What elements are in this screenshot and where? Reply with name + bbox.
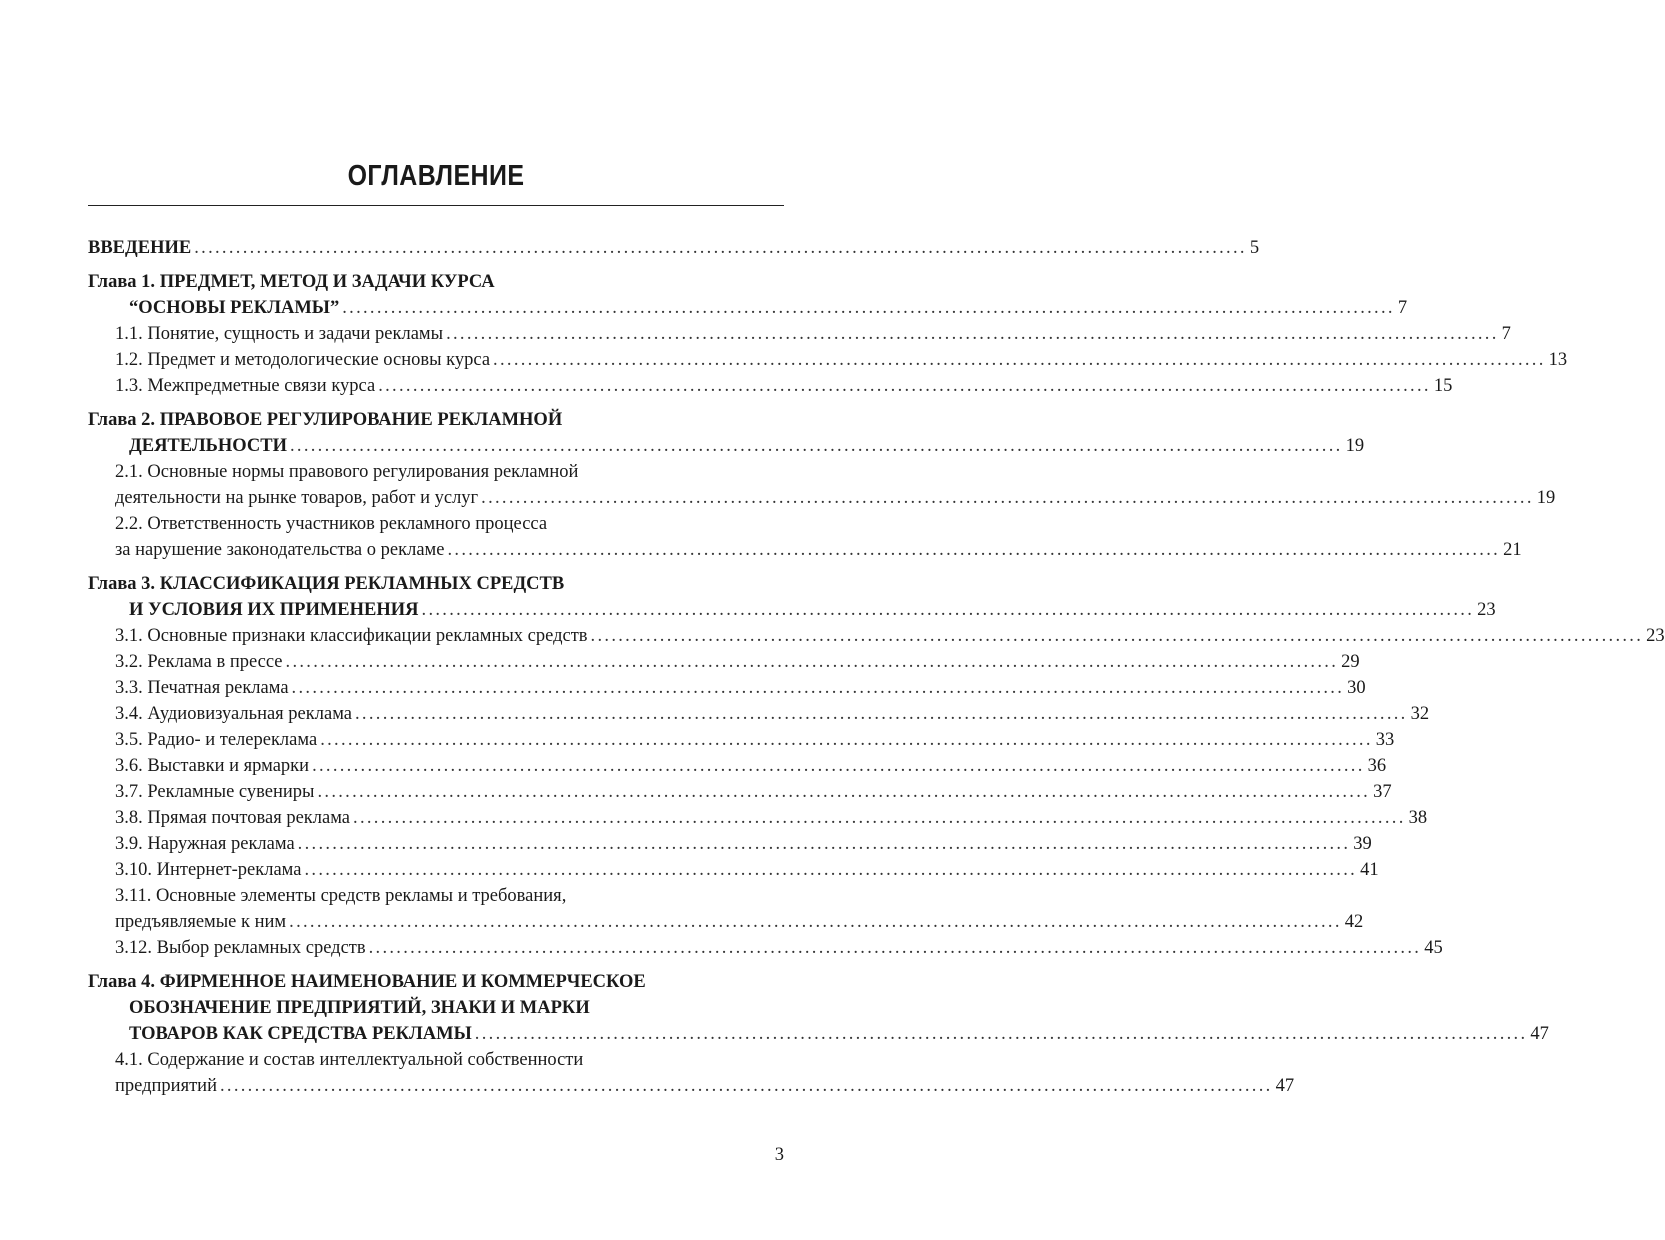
toc-page: 45 <box>1424 938 1443 958</box>
toc-page: 33 <box>1375 730 1395 750</box>
toc-page: 23 <box>1477 600 1496 620</box>
toc-label: 3.11. Основные элементы средств рекламы и требования, <box>115 886 567 906</box>
toc-label: 3.6. Выставки и ярмарки <box>115 756 310 776</box>
toc-page: 47 <box>1530 1024 1549 1044</box>
dot-leader: ........................................................................................................................................................ <box>421 600 1475 620</box>
toc-label: деятельности на рынке товаров, работ и услуг <box>115 488 479 508</box>
toc-label: 1.2. Предмет и методологические основы курса <box>115 350 491 370</box>
toc-label: 3.2. Реклама в прессе <box>115 652 283 672</box>
toc-label: 4.1. Содержание и состав интеллектуальной собственности <box>115 1050 584 1070</box>
toc-label: 3.12. Выбор рекламных средств <box>115 938 366 958</box>
dot-leader: ........................................................................................................................................................ <box>368 938 1422 958</box>
toc-label: 3.5. Радио- и телереклама <box>115 730 318 750</box>
chapter-prefix: Глава 1. <box>88 272 160 292</box>
page-title: ОГЛАВЛЕНИЕ <box>347 160 525 192</box>
dot-leader: ........................................................................................................................................................ <box>219 1076 1273 1096</box>
dot-leader: ........................................................................................................................................................ <box>194 238 1247 258</box>
dot-leader: ........................................................................................................................................................ <box>304 860 1358 880</box>
page-number: 3 <box>774 1145 784 1165</box>
toc-section[interactable] <box>88 350 1568 376</box>
toc-section[interactable] <box>88 886 1364 938</box>
dot-leader: ........................................................................................................................................................ <box>320 730 1373 750</box>
dot-leader: ........................................................................................................................................................ <box>297 834 1351 854</box>
toc-page: 36 <box>1367 756 1387 776</box>
toc-page: 5 <box>1249 238 1260 258</box>
toc-section[interactable] <box>88 704 1430 730</box>
dot-leader: ........................................................................................................................................................ <box>481 488 1534 508</box>
toc-page: 47 <box>1275 1076 1295 1096</box>
table-of-contents <box>88 238 1665 1102</box>
toc-page: 32 <box>1410 704 1430 724</box>
chapter-title-line: ДЕЯТЕЛЬНОСТИ <box>129 436 287 456</box>
toc-label: 1.3. Межпредметные связи курса <box>115 376 376 396</box>
toc-page: 19 <box>1345 436 1365 456</box>
toc-page: 38 <box>1408 808 1428 828</box>
chapter-title-line: ТОВАРОВ КАК СРЕДСТВА РЕКЛАМЫ <box>129 1024 472 1044</box>
toc-section[interactable] <box>88 834 1372 860</box>
chapter-title-line: “ОСНОВЫ РЕКЛАМЫ” <box>129 298 340 318</box>
toc-intro[interactable] <box>88 238 1260 264</box>
toc-section[interactable] <box>88 324 1511 350</box>
toc-page: 23 <box>1646 626 1665 646</box>
toc-section[interactable] <box>88 782 1392 808</box>
chapter-title-line: ФИРМЕННОЕ НАИМЕНОВАНИЕ И КОММЕРЧЕСКОЕ <box>159 972 646 992</box>
toc-section[interactable] <box>88 938 1443 964</box>
toc-label: 3.10. Интернет-реклама <box>115 860 302 880</box>
dot-leader: ........................................................................................................................................................ <box>446 324 1499 344</box>
toc-label: 3.8. Прямая почтовая реклама <box>115 808 351 828</box>
dot-leader: ........................................................................................................................................................ <box>289 436 1343 456</box>
toc-label: предприятий <box>115 1076 217 1096</box>
dot-leader: ........................................................................................................................................................ <box>289 912 1342 932</box>
chapter-prefix: Глава 2. <box>88 410 160 430</box>
toc-section[interactable] <box>88 514 1522 566</box>
dot-leader: ........................................................................................................................................................ <box>378 376 1431 396</box>
toc-label: 3.3. Печатная реклама <box>115 678 289 698</box>
toc-page: 37 <box>1373 782 1392 802</box>
toc-label: предъявляемые к ним <box>115 912 287 932</box>
toc-chapter-4[interactable] <box>88 972 1549 1050</box>
toc-label: 3.1. Основные признаки классификации рекламных средств <box>115 626 588 646</box>
toc-section[interactable] <box>88 860 1379 886</box>
dot-leader: ........................................................................................................................................................ <box>317 782 1371 802</box>
dot-leader: ........................................................................................................................................................ <box>474 1024 1528 1044</box>
toc-page: 41 <box>1360 860 1379 880</box>
toc-page: 42 <box>1344 912 1364 932</box>
chapter-title-line: ОБОЗНАЧЕНИЕ ПРЕДПРИЯТИЙ, ЗНАКИ И МАРКИ <box>129 998 590 1018</box>
dot-leader: ........................................................................................................................................................ <box>342 298 1395 318</box>
toc-label: за нарушение законодательства о рекламе <box>115 540 445 560</box>
toc-page: 21 <box>1503 540 1522 560</box>
chapter-title-line: И УСЛОВИЯ ИХ ПРИМЕНЕНИЯ <box>129 600 419 620</box>
toc-label: 3.9. Наружная реклама <box>115 834 295 854</box>
toc-section[interactable] <box>88 462 1556 514</box>
toc-label: 3.7. Рекламные сувениры <box>115 782 315 802</box>
dot-leader: ........................................................................................................................................................ <box>355 704 1408 724</box>
toc-section[interactable] <box>88 808 1428 834</box>
title-rule <box>88 205 784 206</box>
toc-section[interactable] <box>88 626 1665 652</box>
toc-page: 30 <box>1347 678 1366 698</box>
toc-label: 3.4. Аудиовизуальная реклама <box>115 704 352 724</box>
dot-leader: ........................................................................................................................................................ <box>493 350 1546 370</box>
chapter-title-line: КЛАССИФИКАЦИЯ РЕКЛАМНЫХ СРЕДСТВ <box>159 574 565 594</box>
toc-label: 1.1. Понятие, сущность и задачи рекламы <box>115 324 444 344</box>
toc-chapter-1[interactable] <box>88 272 1408 324</box>
toc-label: 2.2. Ответственность участников рекламного процесса <box>115 514 548 534</box>
dot-leader: ........................................................................................................................................................ <box>353 808 1406 828</box>
dot-leader: ........................................................................................................................................................ <box>285 652 1339 672</box>
toc-page: 7 <box>1397 298 1408 318</box>
chapter-title-line: ПРАВОВОЕ РЕГУЛИРОВАНИЕ РЕКЛАМНОЙ <box>159 410 563 430</box>
chapter-prefix: Глава 3. <box>88 574 160 594</box>
toc-page: 13 <box>1548 350 1568 370</box>
toc-section[interactable] <box>88 678 1366 704</box>
toc-page: 29 <box>1341 652 1360 672</box>
dot-leader: ........................................................................................................................................................ <box>312 756 1365 776</box>
toc-label: 2.1. Основные нормы правового регулирования рекламной <box>115 462 579 482</box>
toc-label: ВВЕДЕНИЕ <box>88 238 192 258</box>
toc-page: 19 <box>1536 488 1556 508</box>
toc-page: 7 <box>1501 324 1511 344</box>
toc-section[interactable] <box>88 730 1395 756</box>
dot-leader: ........................................................................................................................................................ <box>291 678 1345 698</box>
chapter-title-line: ПРЕДМЕТ, МЕТОД И ЗАДАЧИ КУРСА <box>159 272 495 292</box>
toc-section[interactable] <box>88 376 1453 402</box>
toc-page: 39 <box>1353 834 1372 854</box>
toc-section[interactable] <box>88 652 1360 678</box>
dot-leader: ........................................................................................................................................................ <box>590 626 1644 646</box>
toc-page: 15 <box>1433 376 1453 396</box>
toc-section[interactable] <box>88 1050 1295 1102</box>
toc-section[interactable] <box>88 756 1387 782</box>
toc-chapter-2[interactable] <box>88 410 1365 462</box>
dot-leader: ........................................................................................................................................................ <box>447 540 1501 560</box>
chapter-prefix: Глава 4. <box>88 972 160 992</box>
toc-chapter-3[interactable] <box>88 574 1496 626</box>
